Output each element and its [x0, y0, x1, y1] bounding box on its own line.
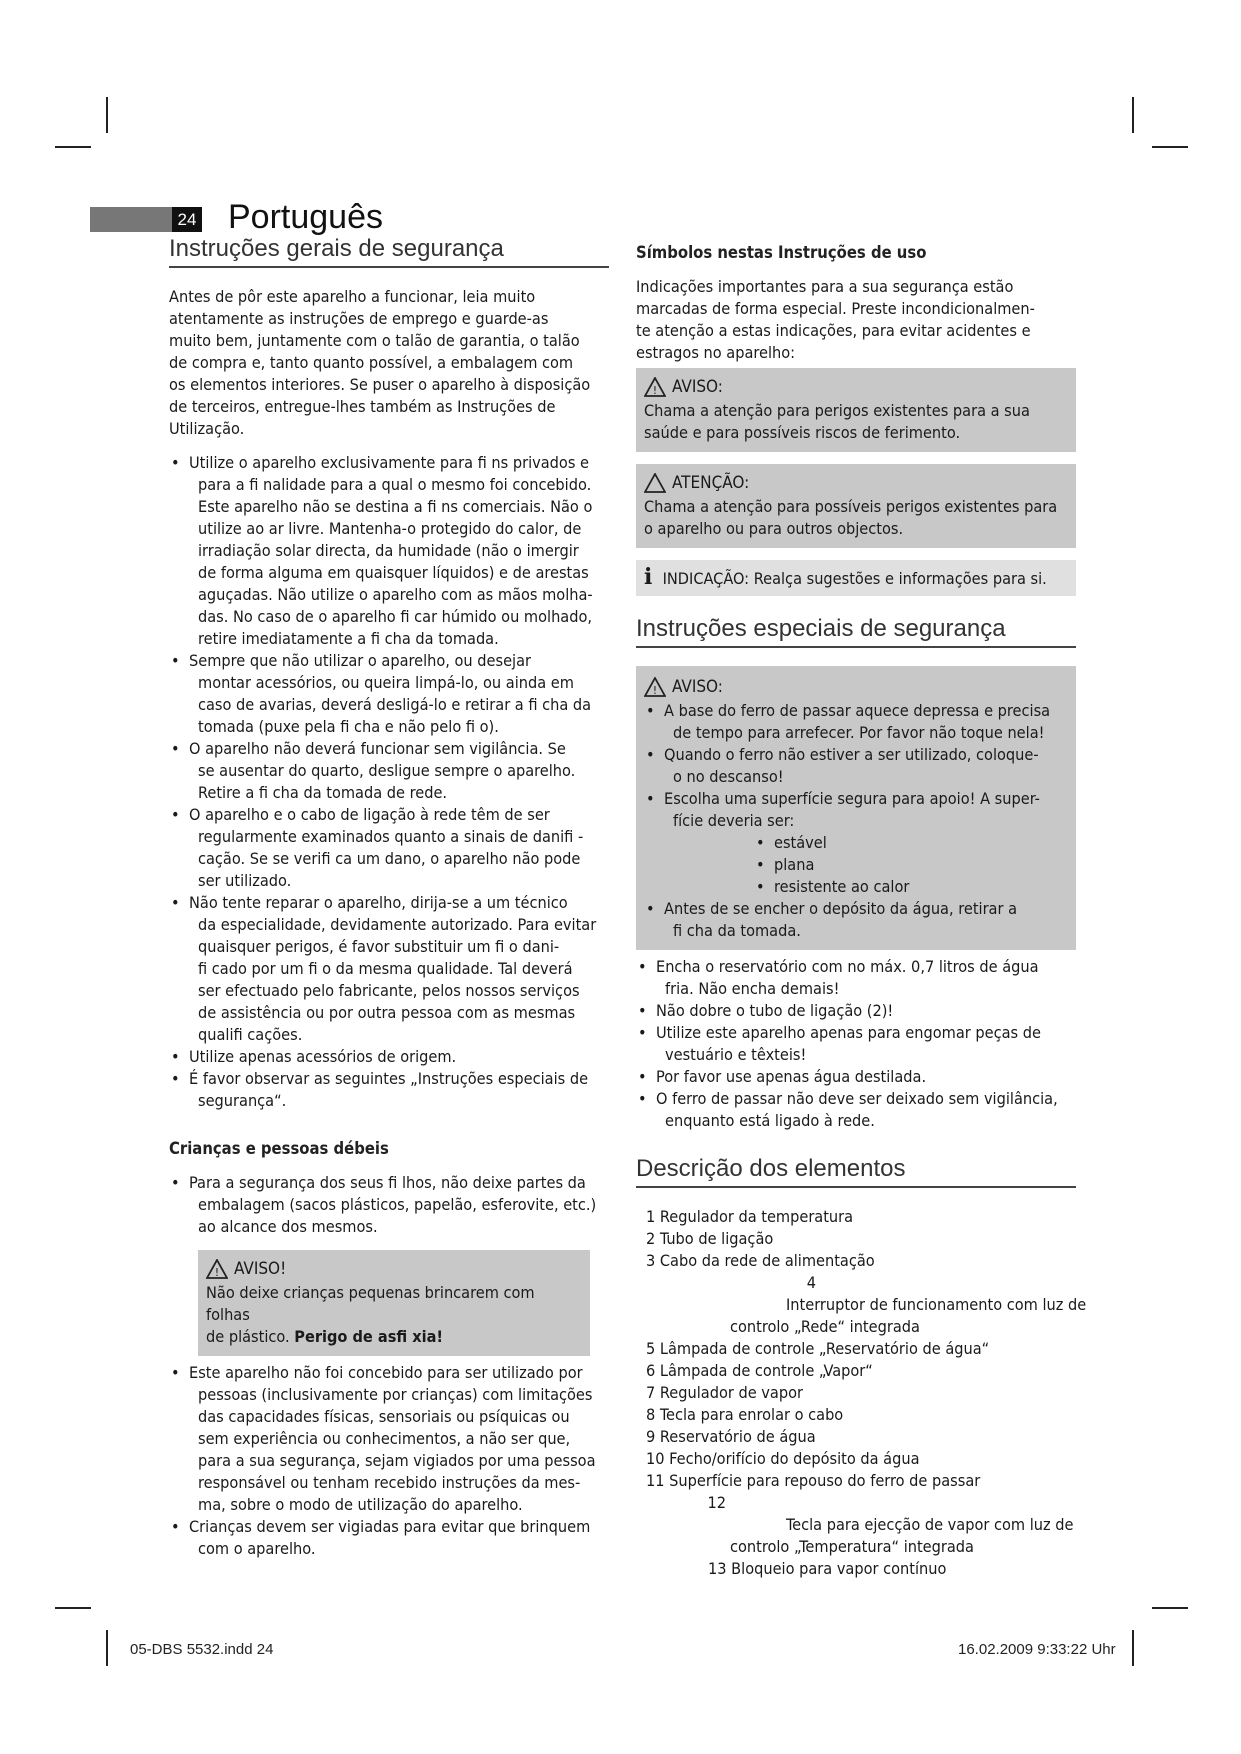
list-item: 8 Tecla para enrolar o cabo	[646, 1405, 844, 1424]
list-item: • Não dobre o tubo de ligação (2)!	[636, 1000, 1076, 1022]
children-list-2	[169, 1362, 609, 1560]
list-item: • Não tente reparar o aparelho, dirija-se a um técnico da especialidade, devidamente autorizado. Para evitar quaisquer perigos, é favor substituir um fi o dani- fi cado por um fi o da mesma qualidade. Tal deverá ser efectuado pelo fabricante, pelos nossos serviços de assistência ou por outra pessoa com as mesmas qualifi cações.	[169, 892, 609, 1046]
list-item: • Utilize o aparelho exclusivamente para fi ns privados e para a fi nalidade para a qual o mesmo foi concebido. Este aparelho não se destina a fi ns comerciais. Não o utilize ao ar livre. Mantenha-o protegido do calor, de irradiação solar directa, da humidade (não o imergir de forma alguma em quaisquer líquidos) e de arestas aguçadas. Não utilize o aparelho com as mãos molha- das. No caso de o aparelho fi car húmido ou molhado, retire imediatamente a fi cha da tomada.	[169, 452, 609, 650]
general-safety-list	[169, 452, 609, 1112]
special-safety-list	[636, 956, 1076, 1132]
indicacao-box: i INDICAÇÃO: Realça sugestões e informações para si.	[636, 560, 1076, 596]
list-item: • Encha o reservatório com no máx. 0,7 litros de água fria. Não encha demais!	[636, 956, 1076, 1000]
svg-text:!: !	[652, 384, 658, 397]
list-item: • plana	[754, 854, 1068, 876]
list-item: • estável	[754, 832, 1068, 854]
aviso-box: ! AVISO: Chama a atenção para perigos existentes para a sua saúde e para possíveis riscos de ferimento.	[636, 368, 1076, 452]
list-item: • Para a segurança dos seus fi lhos, não deixe partes da embalagem (sacos plásticos, papelão, esferovite, etc.) ao alcance dos mesmos.	[169, 1172, 609, 1238]
info-icon: i	[644, 564, 653, 590]
symbols-title: Símbolos nestas Instruções de uso	[636, 243, 927, 262]
crop-mark	[1152, 146, 1188, 148]
list-item: 11 Superfície para repouso do ferro de passar	[646, 1471, 981, 1490]
list-item: • É favor observar as seguintes „Instruções especiais de segurança“.	[169, 1068, 609, 1112]
list-item: • Este aparelho não foi concebido para ser utilizado por pessoas (inclusivamente por crianças) com limitações das capacidades físicas, sensoriais ou psíquicas ou sem experiência ou conhecimentos, a não ser que, para a sua segurança, sejam vigiados por uma pessoa responsável ou tenham recebido instruções da mes- ma, sobre o modo de utilização do aparelho.	[169, 1362, 609, 1516]
crop-mark	[1152, 1607, 1188, 1609]
list-item: 4Interruptor de funcionamento com luz de controlo „Rede“ integrada	[730, 1273, 1087, 1336]
special-safety-title: Instruções especiais de segurança	[636, 618, 1076, 648]
surface-requirements	[754, 832, 1068, 898]
list-item: • O aparelho e o cabo de ligação à rede têm de ser regularmente examinados quanto a sinais de danifi - cação. Se se verifi ca um dano, o aparelho não pode ser utilizado.	[169, 804, 609, 892]
list-item: 1 Regulador da temperatura	[646, 1207, 854, 1226]
intro-paragraph: Antes de pôr este aparelho a funcionar, leia muito atentamente as instruções de emprego e guarde-as muito bem, juntamente com o talão de garantia, o talão de compra e, tanto quanto possível, a embalagem com os elementos interiores. Se puser o aparelho à disposição de terceiros, entregue-lhes também as Instruções de Utilização.	[169, 287, 591, 438]
asphyxia-warning: Perigo de asfi xia!	[294, 1327, 444, 1346]
page-number: 24	[172, 207, 202, 232]
list-item: • Antes de se encher o depósito da água, retirar a fi cha da tomada.	[644, 898, 1068, 942]
warning-head: AVISO!	[234, 1259, 287, 1279]
svg-text:!: !	[214, 1266, 220, 1279]
list-item: • O aparelho não deverá funcionar sem vigilância. Se se ausentar do quarto, desligue sempre o aparelho. Retire a fi cha da tomada de rede.	[169, 738, 609, 804]
general-safety-title: Instruções gerais de segurança	[169, 238, 609, 268]
atencao-box: ATENÇÃO: Chama a atenção para possíveis perigos existentes para o aparelho ou para outros objectos.	[636, 464, 1076, 548]
list-item: • Sempre que não utilizar o aparelho, ou desejar montar acessórios, ou queira limpá-lo, ou ainda em caso de avarias, deverá desligá-lo e retirar a fi cha da tomada (puxe pela fi cha e não pelo fi o).	[169, 650, 609, 738]
symbols-intro: Indicações importantes para a sua segurança estão marcadas de forma especial. Preste incondicionalmen- te atenção a estas indicações, para evitar acidentes e estragos no aparelho:	[636, 277, 1035, 362]
warning-triangle-icon	[206, 1259, 228, 1279]
right-column	[636, 242, 1087, 1580]
list-item: • O ferro de passar não deve ser deixado sem vigilância, enquanto está ligado à rede.	[636, 1088, 1076, 1132]
list-item: • Crianças devem ser vigiadas para evitar que brinquem com o aparelho.	[169, 1516, 609, 1560]
elements-list	[636, 1206, 1087, 1580]
children-list	[169, 1172, 609, 1238]
list-item: 7 Regulador de vapor	[646, 1383, 803, 1402]
footer-file: 05-DBS 5532.indd 24	[130, 1641, 274, 1658]
children-title: Crianças e pessoas débeis	[169, 1139, 389, 1158]
language-title: Português	[228, 198, 383, 236]
warning-triangle-icon	[644, 677, 666, 697]
list-item: 2 Tubo de ligação	[646, 1229, 774, 1248]
crop-mark	[1132, 97, 1134, 133]
crop-mark	[55, 146, 91, 148]
list-item: • Quando o ferro não estiver a ser utilizado, coloque- o no descanso!	[644, 744, 1068, 788]
elements-title: Descrição dos elementos	[636, 1158, 1076, 1188]
crop-mark	[1132, 1630, 1134, 1666]
list-item: • resistente ao calor	[754, 876, 1068, 898]
list-item: 9 Reservatório de água	[646, 1427, 816, 1446]
list-item: 12Tecla para ejecção de vapor com luz de controlo „Temperatura“ integrada	[707, 1493, 1074, 1556]
list-item: • Por favor use apenas água destilada.	[636, 1066, 1076, 1088]
list-item: 10 Fecho/orifício do depósito da água	[646, 1449, 920, 1468]
special-warning-box: ! AVISO: • A base do ferro de passar aquece depressa e precisa de tempo para arrefecer. Por favor não toque nela! • Quando o ferro não estiver a ser utilizado, coloque- o no descanso! • Escolha uma superfície segura para apoio! A super- fície deveria ser: • estável • plana • resistente ao calor • Antes de se encher o depósito da água, retirar a fi cha da tomada.	[636, 666, 1076, 950]
child-warning-box: ! AVISO! Não deixe crianças pequenas brincarem com folhas de plástico. Perigo de asfi xia!	[198, 1250, 590, 1356]
list-item: • A base do ferro de passar aquece depressa e precisa de tempo para arrefecer. Por favor não toque nela!	[644, 700, 1068, 744]
crop-mark	[55, 1607, 91, 1609]
list-item: 6 Lâmpada de controle „Vapor“	[646, 1361, 873, 1380]
list-item: 5 Lâmpada de controle „Reservatório de água“	[646, 1339, 990, 1358]
list-item: • Escolha uma superfície segura para apoio! A super- fície deveria ser:	[644, 788, 1068, 832]
crop-mark	[106, 97, 108, 133]
list-item: • Utilize este aparelho apenas para engomar peças de vestuário e têxteis!	[636, 1022, 1076, 1066]
list-item: 3 Cabo da rede de alimentação	[646, 1251, 875, 1270]
warning-triangle-icon	[644, 377, 666, 397]
caution-triangle-icon	[644, 473, 666, 493]
footer-date: 16.02.2009 9:33:22 Uhr	[958, 1641, 1116, 1658]
crop-mark	[106, 1630, 108, 1666]
svg-text:!: !	[652, 684, 658, 697]
left-column	[169, 235, 609, 1560]
list-item: • Utilize apenas acessórios de origem.	[169, 1046, 609, 1068]
list-item: 13 Bloqueio para vapor contínuo	[708, 1559, 947, 1578]
